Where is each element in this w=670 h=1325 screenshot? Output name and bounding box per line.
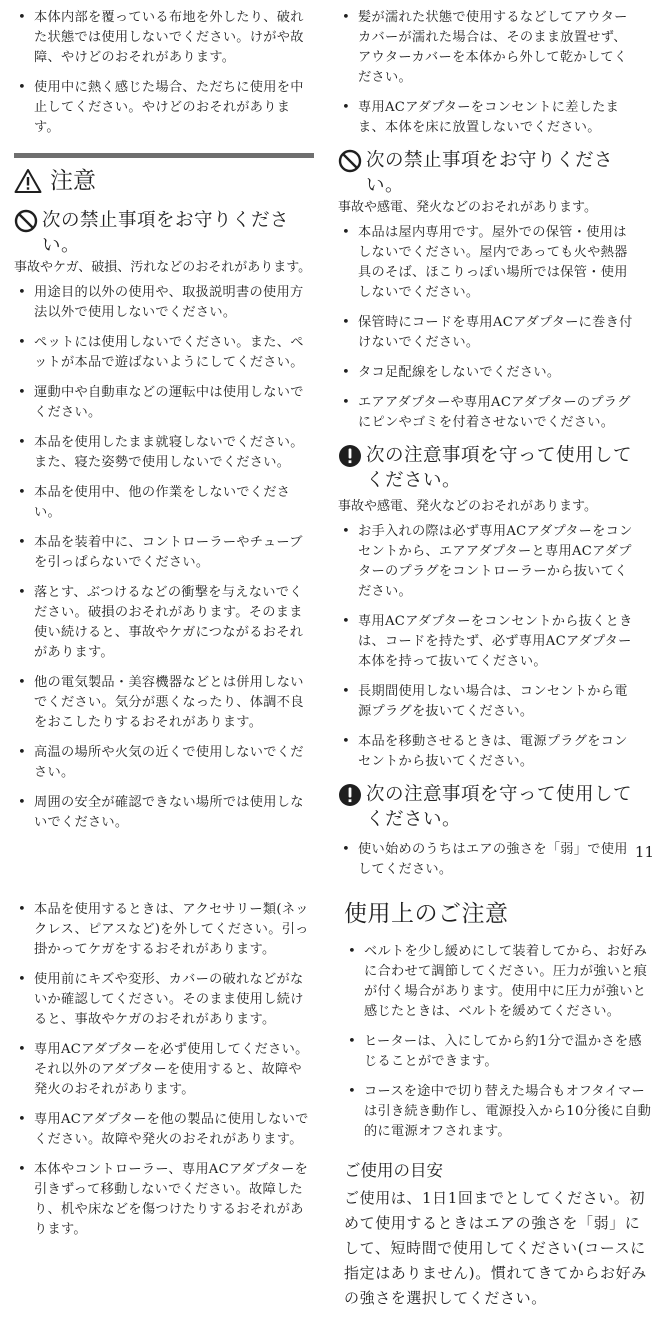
list-item: • 使用中に熱く感じた場合、ただちに使用を中止してください。やけどのおそれがあります。 xyxy=(14,78,314,138)
list-item: • 本品を移動させるときは、電源プラグをコンセントから抜いてください。 xyxy=(338,732,638,772)
usage-section xyxy=(344,898,654,1311)
list-item: • 落とす、ぶつけるなどの衝撃を与えないでください。破損のおそれがあります。そのまま使い続けると、事故やケガにつながるおそれがあります。 xyxy=(14,583,314,663)
list-item: • 本品は屋内専用です。屋外での保管・使用はしないでください。屋内であっても火や熱器具のそば、ほこりっぽい場所では保管・使用しないでください。 xyxy=(338,223,638,303)
mandatory-lead: 事故や感電、発火などのおそれがあります。 xyxy=(338,499,597,514)
list-item: • 髪が濡れた状態で使用するなどしてアウターカバーが濡れた場合は、そのまま放置せず、アウターカバーを本体から外して乾かしてください。 xyxy=(338,8,638,88)
warning-triangle-icon xyxy=(14,168,42,194)
list-item: • エアアダプターや専用ACアダプターのプラグにピンやゴミを付着させないでください。 xyxy=(338,393,638,433)
top-bullet-list xyxy=(338,8,638,138)
usage-list xyxy=(344,942,654,1142)
list-item: • 用途目的以外の使用や、取扱説明書の使用方法以外で使用しないでください。 xyxy=(14,283,314,323)
list-item: • 専用ACアダプターを必ず使用してください。それ以外のアダプターを使用すると、故障や発火のおそれがあります。 xyxy=(14,1040,314,1100)
exclamation-circle-icon xyxy=(338,783,362,807)
list-item: • 長期間使用しない場合は、コンセントから電源プラグを抜いてください。 xyxy=(338,682,638,722)
list-item: • ペットには使用しないでください。また、ペットが本品で遊ばないようにしてください。 xyxy=(14,333,314,373)
left-column-top xyxy=(14,8,314,148)
list-item: • 本品を装着中に、コントローラーやチューブを引っぱらないでください。 xyxy=(14,533,314,573)
prohibit-lead: 事故やケガ、破損、汚れなどのおそれがあります。 xyxy=(14,260,312,275)
top-bullet-list xyxy=(14,8,314,138)
prohibit-heading: 次の禁止事項をお守りください。 xyxy=(338,148,638,198)
list-item: • ベルトを少し緩めにして装着してから、お好みに合わせて調節してください。圧力が強いと痕が付く場合があります。使用中に圧力が強いと感じたときは、ベルトを緩めてください。 xyxy=(344,942,654,1022)
prohibition-icon xyxy=(14,209,38,233)
list-item: • 運動中や自動車などの運転中は使用しないでください。 xyxy=(14,383,314,423)
list-item: • 他の電気製品・美容機器などとは併用しないでください。気分が悪くなったり、体調不良をおこしたりするおそれがあります。 xyxy=(14,673,314,733)
page-number: 11 xyxy=(634,843,654,861)
mandatory-list xyxy=(338,522,638,772)
guide-text: ご使用は、1日1回までとしてください。初めて使用するときはエアの強さを「弱」にして、短時間で使用してください(コースに指定はありません)。慣れてきてからお好みの強さを選択してください。 xyxy=(344,1189,647,1307)
list-item: • お手入れの際は必ず専用ACアダプターをコンセントから、エアアダプターと専用ACアダプターのプラグをコントローラーから抜いてください。 xyxy=(338,522,638,602)
list-item: • 専用ACアダプターをコンセントに差したまま、本体を床に放置しないでください。 xyxy=(338,98,638,138)
right-column xyxy=(338,8,638,890)
list-item: • コースを途中で切り替えた場合もオフタイマーは引き続き動作し、電源投入から10分後に自動的に電源オフされます。 xyxy=(344,1082,654,1142)
mandatory-heading: 次の注意事項を守って使用してください。 xyxy=(338,782,638,832)
list-item: • 専用ACアダプターを他の製品に使用しないでください。故障や発火のおそれがあります。 xyxy=(14,1110,314,1150)
prohibition-icon xyxy=(338,149,362,173)
list-item: • 専用ACアダプターをコンセントから抜くときは、コードを持たず、必ず専用ACアダプター本体を持って抜いてください。 xyxy=(338,612,638,672)
prohibit-list xyxy=(338,223,638,433)
list-item: • 使用前にキズや変形、カバーの破れなどがないか確認してください。そのまま使用し続けると、事故やケガのおそれがあります。 xyxy=(14,970,314,1030)
list-item: • 本体やコントローラー、専用ACアダプターを引きずって移動しないでください。故障したり、机や床などを傷つけたりするおそれがあります。 xyxy=(14,1160,314,1240)
list-item: • 使い始めのうちはエアの強さを「弱」で使用してください。 xyxy=(338,840,638,880)
usage-title: 使用上のご注意 xyxy=(344,901,509,927)
guide-title: ご使用の目安 xyxy=(344,1161,443,1180)
page2-left-column xyxy=(14,900,314,1250)
prohibit-heading: 次の禁止事項をお守りください。 xyxy=(14,208,314,258)
list-item: • タコ足配線をしないでください。 xyxy=(338,363,638,383)
prohibit-list xyxy=(14,283,314,833)
list-item: • 周囲の安全が確認できない場所では使用しないでください。 xyxy=(14,793,314,833)
bullet-list xyxy=(14,900,314,1240)
caution-section xyxy=(14,153,314,843)
mandatory-heading: 次の注意事項を守って使用してください。 xyxy=(338,443,638,493)
list-item: • 保管時にコードを専用ACアダプターに巻き付けないでください。 xyxy=(338,313,638,353)
list-item: • ヒーターは、入にしてから約1分で温かさを感じることができます。 xyxy=(344,1032,654,1072)
caution-title: 注意 xyxy=(14,164,314,198)
list-item: • 本品を使用するときは、アクセサリー類(ネックレス、ピアスなど)を外してください。引っ掛かってケガをするおそれがあります。 xyxy=(14,900,314,960)
list-item: • 本体内部を覆っている布地を外したり、破れた状態では使用しないでください。けがや故障、やけどのおそれがあります。 xyxy=(14,8,314,68)
section-divider xyxy=(14,153,314,158)
list-item: • 本品を使用したまま就寝しないでください。また、寝た姿勢で使用しないでください。 xyxy=(14,433,314,473)
list-item: • 高温の場所や火気の近くで使用しないでください。 xyxy=(14,743,314,783)
list-item: • 本品を使用中、他の作業をしないでください。 xyxy=(14,483,314,523)
exclamation-circle-icon xyxy=(338,444,362,468)
mandatory-list xyxy=(338,840,638,880)
prohibit-lead: 事故や感電、発火などのおそれがあります。 xyxy=(338,200,597,215)
